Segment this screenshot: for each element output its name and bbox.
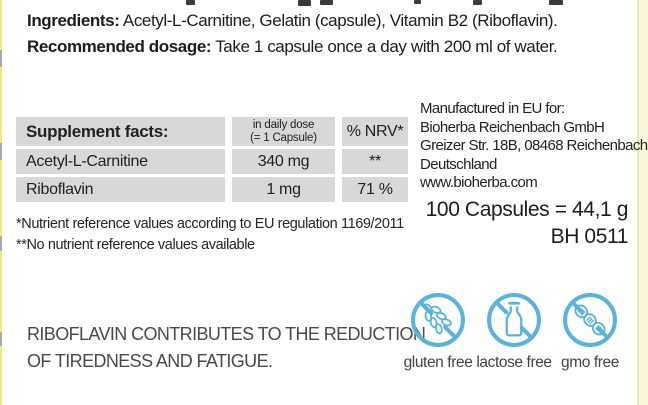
print-artifact [549, 0, 563, 5]
pack-info [426, 196, 628, 250]
claim-line2: OF TIREDNESS AND FATIGUE. [27, 351, 273, 371]
facts-title-cell: Supplement facts: [16, 117, 225, 146]
manufacturer-country: Deutschland [420, 155, 497, 173]
gluten-free-label: gluten free [403, 354, 473, 371]
print-artifact [473, 0, 482, 5]
ingredients-line [27, 8, 558, 34]
intro-text [27, 8, 558, 60]
print-artifact [0, 143, 2, 160]
milk-bottle-icon [485, 291, 543, 349]
print-artifact [320, 0, 333, 5]
dose-header-line2: (= 1 Capsule) [250, 131, 317, 144]
supplement-facts-table [16, 117, 408, 202]
gmo-free-label: gmo free [561, 354, 619, 371]
print-artifact [298, 0, 311, 6]
footnotes [16, 214, 404, 256]
manufactured-for-line: Manufactured in EU for: [420, 100, 565, 117]
footnote-nrv: *Nutrient reference values according to EU regulation 1169/2011 [16, 216, 404, 232]
dose-header-line1: in daily dose [252, 119, 315, 131]
table-row-dose: 1 mg [232, 177, 335, 202]
table-row-dose: 340 mg [232, 149, 335, 174]
table-row-nrv: ** [342, 149, 408, 174]
health-claim [27, 321, 425, 375]
manufacturer-website: www.bioherba.com [420, 174, 538, 192]
lactose-free-badge [476, 291, 552, 372]
dna-icon [561, 291, 619, 349]
claim-line1: RIBOFLAVIN CONTRIBUTES TO THE REDUCTION [27, 324, 426, 344]
lactose-free-label: lactose free [476, 354, 552, 371]
ingredients-label: Ingredients: [27, 11, 120, 30]
print-artifact [0, 236, 2, 251]
facts-nrv-header-cell: % NRV* [342, 117, 408, 146]
table-row-nrv: 71 % [342, 177, 408, 202]
footnote-no-nrv: **No nutrient reference values available [16, 237, 255, 253]
wheat-icon [409, 291, 467, 349]
table-row-name: Riboflavin [16, 177, 225, 202]
gmo-free-badge [552, 291, 628, 372]
right-edge-cream-strip [637, 0, 648, 405]
batch-number: BH 0511 [550, 225, 628, 248]
print-artifact [414, 0, 421, 4]
dosage-line [27, 34, 558, 60]
print-artifact [0, 332, 2, 346]
dosage-label: Recommended dosage: [27, 37, 212, 56]
table-row-name: Acetyl-L-Carnitine [16, 149, 225, 174]
manufacturer-block [420, 100, 647, 193]
print-artifact [186, 0, 195, 5]
manufacturer-street: Greizer Str. 18B, 08468 Reichenbach [420, 137, 648, 155]
gluten-free-badge [400, 291, 476, 372]
dosage-value: Take 1 capsule once a day with 200 ml of water. [211, 37, 558, 56]
pack-size: 100 Capsules = 44,1 g [425, 198, 628, 221]
free-from-badges [400, 291, 628, 372]
manufacturer-name: Bioherba Reichenbach GmbH [420, 118, 605, 136]
facts-dose-header-cell [232, 117, 335, 146]
print-artifact [0, 50, 2, 67]
ingredients-value: Acetyl-L-Carnitine, Gelatin (capsule), Vitamin B2 (Riboflavin). [119, 11, 558, 30]
